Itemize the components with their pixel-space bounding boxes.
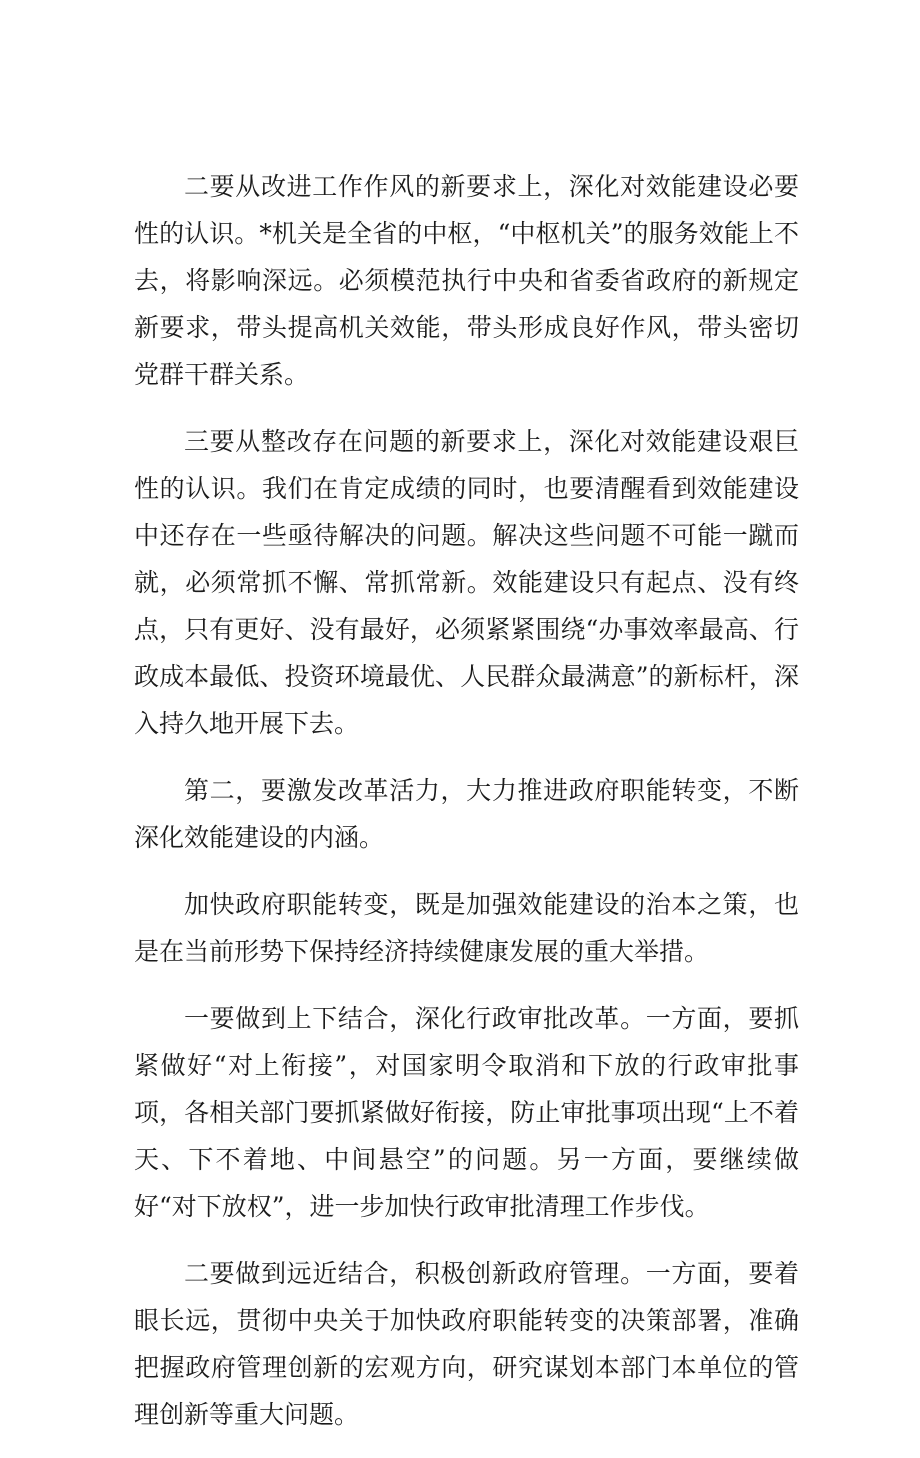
document-body <box>134 163 799 1458</box>
paragraph-6: 二要做到远近结合，积极创新政府管理。一方面，要着眼长远，贯彻中央关于加快政府职能转变的决策部署，准确把握政府管理创新的宏观方向，研究谋划本部门本单位的管理创新等重大问题。 <box>134 1259 799 1429</box>
paragraph-2: 三要从整改存在问题的新要求上，深化对效能建设艰巨性的认识。我们在肯定成绩的同时，也要清醒看到效能建设中还存在一些亟待解决的问题。解决这些问题不可能一蹴而就，必须常抓不懈、常抓常新。效能建设只有起点、没有终点，只有更好、没有最好，必须紧紧围绕“办事效率最高、行政成本最低、投资环境最优、人民群众最满意”的新标杆，深入持久地开展下去。 <box>134 427 799 738</box>
paragraph-4: 加快政府职能转变，既是加强效能建设的治本之策，也是在当前形势下保持经济持续健康发展的重大举措。 <box>134 890 799 966</box>
paragraph-1: 二要从改进工作作风的新要求上，深化对效能建设必要性的认识。*机关是全省的中枢，“中枢机关”的服务效能上不去，将影响深远。必须模范执行中央和省委省政府的新规定新要求，带头提高机关效能，带头形成良好作风，带头密切党群干群关系。 <box>134 172 799 389</box>
paragraph-3: 第二，要激发改革活力，大力推进政府职能转变，不断深化效能建设的内涵。 <box>134 776 799 852</box>
paragraph-5: 一要做到上下结合，深化行政审批改革。一方面，要抓紧做好“对上衔接”，对国家明令取消和下放的行政审批事项，各相关部门要抓紧做好衔接，防止审批事项出现“上不着天、下不着地、中间悬空”的问题。另一方面，要继续做好“对下放权”，进一步加快行政审批清理工作步伐。 <box>134 1004 799 1221</box>
